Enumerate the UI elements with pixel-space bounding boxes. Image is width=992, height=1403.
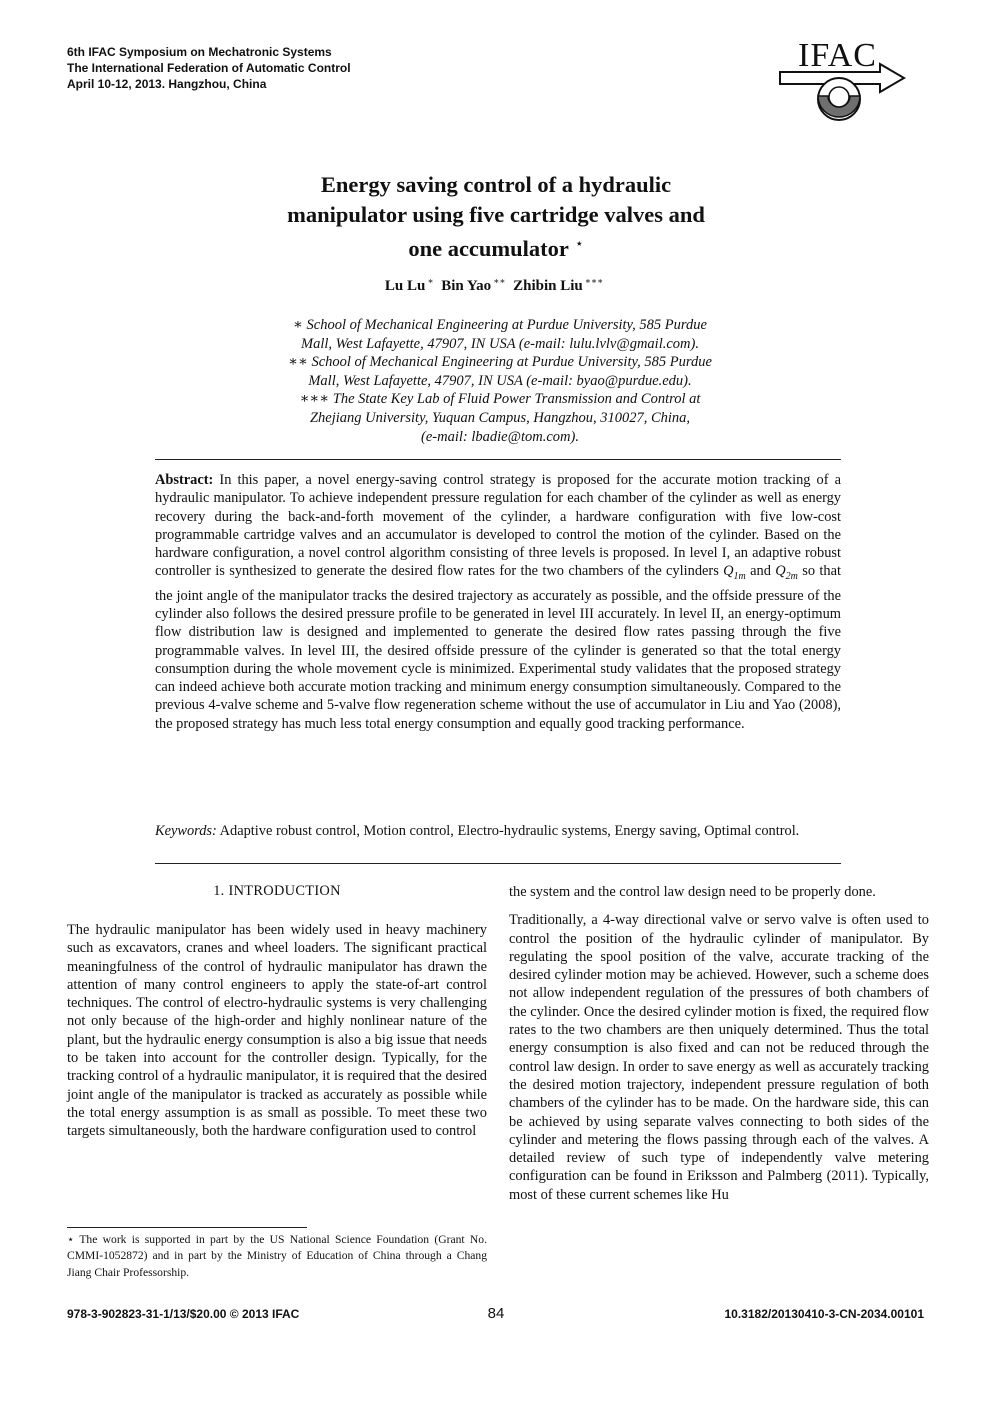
- conference-organizer: The International Federation of Automatic Control: [67, 61, 351, 75]
- keywords: [155, 822, 841, 840]
- title-line-3: [180, 230, 812, 264]
- author-mark: ∗∗∗: [584, 276, 604, 286]
- author-mark: ∗: [427, 276, 434, 286]
- footnote: [67, 1232, 487, 1281]
- affiliation-line: Mall, West Lafayette, 47907, IN USA (e-mail: byao@purdue.edu).: [308, 372, 692, 389]
- logo-ring-inner: [829, 87, 849, 107]
- abstract-label: Abstract:: [155, 472, 214, 488]
- keywords-text: Adaptive robust control, Motion control, Electro-hydraulic systems, Energy saving, Optimal control.: [219, 823, 800, 839]
- abstract: [155, 471, 841, 733]
- abstract-text-part2: so that the joint angle of the manipulator tracks the desired trajectory as accurately as possible, and the offside pressure of the cylinder also follows the desired pressure profile to be generated in level III accurately. In level II, an energy-optimum flow distribution law is designed and implemented to generate the desired flow rates passing through the five programmable valves. In level III, the desired offside pressure of the cylinder is generated so that the total energy consumption during the whole movement cycle is minimized. Experimental study validates that the proposed strategy can indeed achieve both accurate motion tracking and minimum energy consumption simultaneously. Compared to the previous 4-valve scheme and 5-valve flow regeneration scheme without the use of accumulator in Liu and Yao (2008), the proposed strategy has much less total energy consumption and equally good tracking performance.: [155, 563, 841, 732]
- right-column: [509, 883, 929, 1214]
- footnote-rule: [67, 1227, 307, 1228]
- logo-text: IFAC: [798, 37, 877, 74]
- footnote-text: The work is supported in part by the US National Science Foundation (Grant No. CMMI-1052872) and in part by the Ministry of Education of China through a Chang Jiang Chair Professorship.: [67, 1233, 487, 1279]
- title-line-1: Energy saving control of a hydraulic: [320, 172, 672, 197]
- author-name: Bin Yao: [441, 278, 492, 294]
- abstract-text-part1: In this paper, a novel energy-saving control strategy is proposed for the accurate motion tracking of a hydraulic manipulator. To achieve independent pressure regulation for each chamber of the cylinder as well as energy recovery during the back-and-forth movement of the cylinder, a hardware configuration with five low-cost programmable cartridge valves and an accumulator is developed to control the motion of the cylinder. Based on the hardware configuration, a novel control algorithm consisting of three levels is proposed. In level I, an adaptive robust controller is synthesized to generate the desired flow rates for the two chambers of the cylinders: [155, 472, 841, 580]
- page-number: 84: [487, 1305, 505, 1322]
- affiliation-line: ∗ School of Mechanical Engineering at Purdue University, 585 Purdue: [293, 317, 707, 333]
- title-line-2: manipulator using five cartridge valves and: [287, 202, 705, 227]
- paper-title: [180, 170, 812, 264]
- abstract-bottom-rule: [155, 863, 841, 864]
- footnote-mark: ⋆: [67, 1233, 75, 1246]
- author-list: [180, 276, 812, 295]
- abstract-symbol-q2: $Q_{2m}$: [775, 563, 798, 583]
- affiliation-line: Zhejiang University, Yuquan Campus, Hangzhou, 310027, China,: [309, 409, 691, 426]
- abstract-top-rule: [155, 459, 841, 460]
- left-column: [67, 921, 487, 1151]
- intro-paragraph-continued: the system and the control law design need to be properly done.: [509, 884, 876, 900]
- affiliation-line: ∗∗ School of Mechanical Engineering at Purdue University, 585 Purdue: [288, 354, 712, 371]
- intro-paragraph: The hydraulic manipulator has been widely used in heavy machinery such as excavators, cranes and wheel loaders. The significant practical meaningfulness of the control of hydraulic manipulator has drawn the attention of many control engineers to apply the state-of-art control techniques. The control of electro-hydraulic systems is very challenging not only because of the high-order and highly nonlinear nature of the plant, but the hydraulic energy consumption is also a big issue that needs to be taken into account for the controller design. Typically, for the tracking control of a hydraulic manipulator, it is required that the desired joint angle of the manipulator is tracked as accurately as possible while the total energy assumption is as small as possible. To meet these two targets simultaneously, both the hardware configuration used to control: [67, 922, 487, 1140]
- intro-paragraph: Traditionally, a 4-way directional valve or servo valve is often used to control the position of the hydraulic cylinder of manipulator. By regulating the spool position of the valve, accurate tracking of the desired cylinder motion may be achieved. However, such a scheme does not allow independent regulation of the pressures of both chambers of the cylinder. Once the desired cylinder motion is fixed, the required flow rates to the two chambers are then uniquely determined. Thus the total energy consumption is also fixed and can not be reduced through the control law design. In order to save energy as well as accurately tracking the desired motion trajectory, independent pressure regulation of both chambers of the cylinder has to be made. On the hardware side, this can be achieved by using separate valves connecting to both sides of the cylinder and metering the flows passing through each of the valves. A detailed review of such type of independently valve metering configuration can be found in Eriksson and Palmberg (2011). Typically, most of these current schemes like Hu: [509, 912, 929, 1203]
- affiliation-line: Mall, West Lafayette, 47907, IN USA (e-mail: lulu.lvlv@gmail.com).: [301, 335, 699, 352]
- keywords-label: Keywords:: [155, 823, 217, 839]
- author-name: Lu Lu: [384, 278, 426, 294]
- affiliation-line: (e-mail: lbadie@tom.com).: [421, 428, 579, 445]
- doi: 10.3182/20130410-3-CN-2034.00101: [724, 1307, 924, 1321]
- ifac-logo-graphic: [776, 36, 906, 128]
- conference-name: 6th IFAC Symposium on Mechatronic Systems: [67, 45, 332, 59]
- affiliation-line: ∗∗∗ The State Key Lab of Fluid Power Transmission and Control at: [299, 391, 701, 408]
- title-line-3-text: one accumulator: [408, 236, 569, 261]
- author-name: Zhibin Liu: [513, 278, 583, 294]
- affiliations: [200, 316, 800, 446]
- conference-header: [67, 44, 351, 92]
- ifac-logo: [776, 36, 906, 128]
- abstract-text-and: and: [750, 563, 771, 580]
- isbn-copyright: 978-3-902823-31-1/13/$20.00 © 2013 IFAC: [67, 1307, 300, 1321]
- abstract-symbol-q1: $Q_{1m}$: [723, 563, 746, 583]
- title-footnote-mark: ⋆: [574, 237, 584, 252]
- conference-date-location: April 10-12, 2013. Hangzhou, China: [67, 77, 267, 91]
- section-heading: 1. INTRODUCTION: [213, 883, 341, 899]
- author-mark: ∗∗: [493, 276, 506, 286]
